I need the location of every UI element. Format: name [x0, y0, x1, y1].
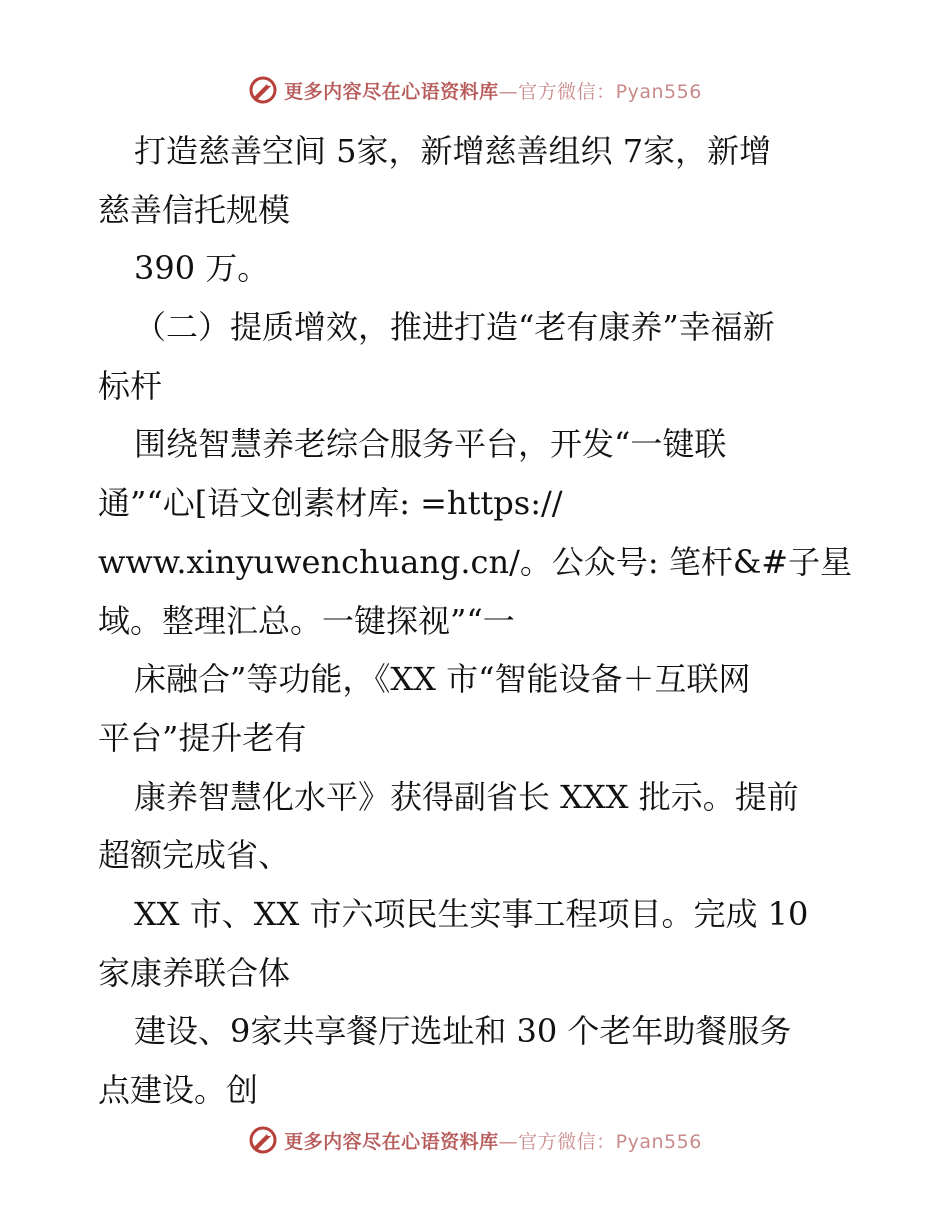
body-line: 康养智慧化水平》获得副省长 XXX 批示。提前 [134, 777, 799, 816]
footer-brand: 更多内容尽在心语资料库 [284, 1130, 499, 1153]
body-line: 390 万。 [134, 249, 270, 288]
body-line: 点建设。创 [98, 1071, 259, 1109]
body-line: 家康养联合体 [98, 953, 291, 992]
pen-logo-icon [248, 1125, 278, 1155]
header-watermark-text [284, 77, 702, 104]
body-line: 超额完成省、 [98, 836, 291, 875]
footer-watermark [0, 1120, 950, 1160]
footer-watermark-text [284, 1127, 702, 1154]
body-line: 打造慈善空间 5家，新增慈善组织 7家，新增 [134, 132, 772, 170]
section-heading-cont: 标杆 [98, 366, 163, 405]
pen-logo-icon [248, 75, 278, 105]
body-line: 建设、9家共享餐厅选址和 30 个老年助餐服务 [134, 1012, 792, 1051]
body-line: 通”“心[语文创素材库: =https:// [98, 484, 563, 523]
header-watermark [0, 70, 950, 110]
body-line: www.xinyuwenchuang.cn/。公众号: 笔杆&#子星 [98, 542, 853, 581]
footer-contact: —官方微信：Pyan556 [498, 1130, 702, 1153]
body-line: 平台”提升老有 [98, 718, 307, 757]
body-line: 围绕智慧养老综合服务平台，开发“一键联 [134, 425, 727, 464]
document-body [98, 122, 858, 1120]
body-line: XX 市、XX 市六项民生实事工程项目。完成 10 [134, 894, 809, 933]
header-brand: 更多内容尽在心语资料库 [284, 80, 499, 103]
header-contact: —官方微信：Pyan556 [498, 80, 702, 103]
section-heading: （二）提质增效，推进打造“老有康养”幸福新 [134, 308, 775, 347]
body-line: 域。整理汇总。一键探视”“一 [98, 601, 515, 640]
body-line: 慈善信托规模 [98, 190, 291, 229]
body-line: 床融合”等功能，《XX 市“智能设备＋互联网 [134, 660, 751, 699]
